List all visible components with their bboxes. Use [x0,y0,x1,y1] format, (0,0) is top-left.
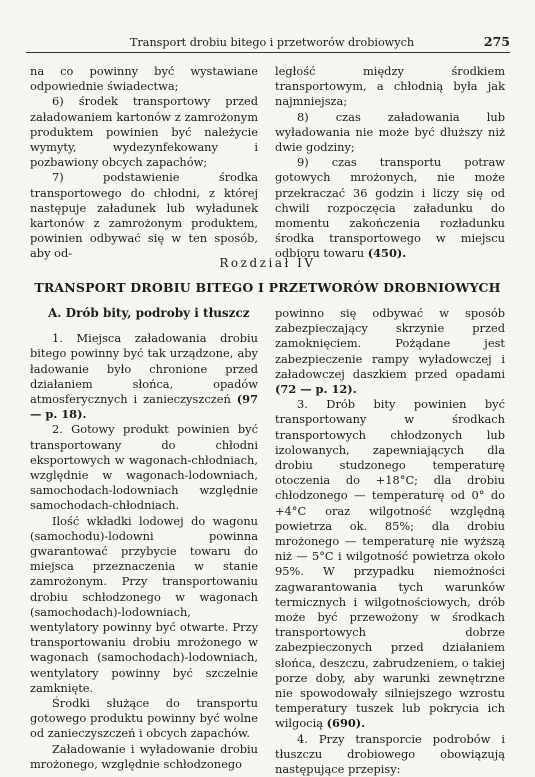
subheading: A. Drób bity, podroby i tłuszcz [48,306,250,320]
paragraph: Środki służące do transportu gotowego produktu powinny być wolne od zanieczyszczeń i obcych zapachów. [30,696,258,741]
paragraph-text: 3. Drób bity powinien być transportowany w środkach transportowych chłodzonych lub izolowanych, zapewniających dla drobiu studzonego temperaturę otoczenia do +18°C; dla drobiu chłodzonego — temperaturę od 0° do +4°C oraz wilgotność względną powietrza ok. 85%; dla drobiu mrożonego — temperaturę nie wyższą niż — 5°C i wilgotność powietrza około 95%. W przypadku niemożności zagwarantowania tych warunków termicznych i wilgotnościowych, drób może być przewożony w środkach transportowych dobrze zabezpieczonych przed działaniem słońca, deszczu, zabrudzeniem, o takiej porze doby, aby warunki zewnętrzne nie spowodowały silniejszego wzrostu temperatury tuszek lub pokrycia ich wilgocią [275,397,505,731]
reference: (97 — p. 18). [30,392,258,422]
reference: (450). [367,246,407,261]
paragraph: na co powinny być wystawiane odpowiednie świadectwa; [30,64,258,94]
top-left-column [30,64,258,262]
paragraph-text: powinno się odbywać w sposób zabezpieczający skrzynie przed zamoknięciem. Pożądane jest zabezpieczenie rampy wyładowczej i załadowczej daszkiem przed opadami [275,306,505,381]
paragraph [275,306,505,397]
paragraph: 2. Gotowy produkt powinien być transportowany do chłodni eksportowych w wagonach-chłodniach, względnie w wagonach-lodowniach, samochodach-lodowniach względnie samochodach-chłodniach. [30,422,258,513]
paragraph: ległość między środkiem transportowym, a chłodnią była jak najmniejsza; [275,64,505,109]
bottom-left-column [30,306,258,772]
paragraph: Załadowanie i wyładowanie drobiu mrożonego, względnie schłodzonego [30,741,258,771]
chapter-title: Rozdział IV [219,256,316,270]
paragraph: 6) środek transportowy przed załadowaniem kartonów z zamrożonym produktem powinien być należycie wymyty, wydezynfekowany i pozbawiony obcych zapachów; [30,94,258,170]
paragraph-text: 1. Miejsca załadowania drobiu bitego powinny być tak urządzone, aby ładowanie było chronione przed działaniem słońca, opadów atmosferycznych i zanieczyszczeń [30,331,258,407]
bottom-right-column [275,306,505,777]
reference: (72 — p. 12). [275,382,357,397]
paragraph: 4. Przy transporcie podrobów i tłuszczu drobiowego obowiązują następujące przepisy: [275,731,505,777]
paragraph [275,155,505,261]
top-right-column [275,64,505,262]
section-heading: TRANSPORT DROBIU BITEGO I PRZETWORÓW DROBNIOWYCH [34,280,501,295]
paragraph: 8) czas załadowania lub wyładowania nie może być dłuższy niż dwie godziny; [275,109,505,155]
page-number: 275 [483,34,510,49]
paragraph [30,331,258,422]
paragraph: Ilość wkładki lodowej do wagonu (samochodu)-lodowni powinna gwarantować przybycie towaru do miejsca przeznaczenia w stanie zamrożonym. Przy transportowaniu drobiu schłodzonego w wagonach (samochodach)-lodowniach, wentylatory powinny być otwarte. Przy transportowaniu drobiu mrożonego w wagonach (samochodach)-lodowniach, wentylatory powinny być szczelnie zamknięte. [30,513,258,695]
paragraph-text: 9) czas transportu potraw gotowych mrożonych, nie może przekraczać 36 godzin i liczy się od chwili rozpoczęcia załadunku do momentu zakończenia rozładunku środka transportowego w miejscu odbioru towaru [275,155,505,261]
running-header [26,30,510,53]
running-title: Transport drobiu bitego i przetworów drobiowych [130,36,415,49]
reference: (690). [326,716,366,731]
paragraph [275,397,505,731]
paragraph: 7) podstawienie środka transportowego do chłodni, z której następuje załadunek lub wyładunek kartonów z zamrożonym produktem, powinien odbywać się w ten sposób, aby od- [30,170,258,261]
